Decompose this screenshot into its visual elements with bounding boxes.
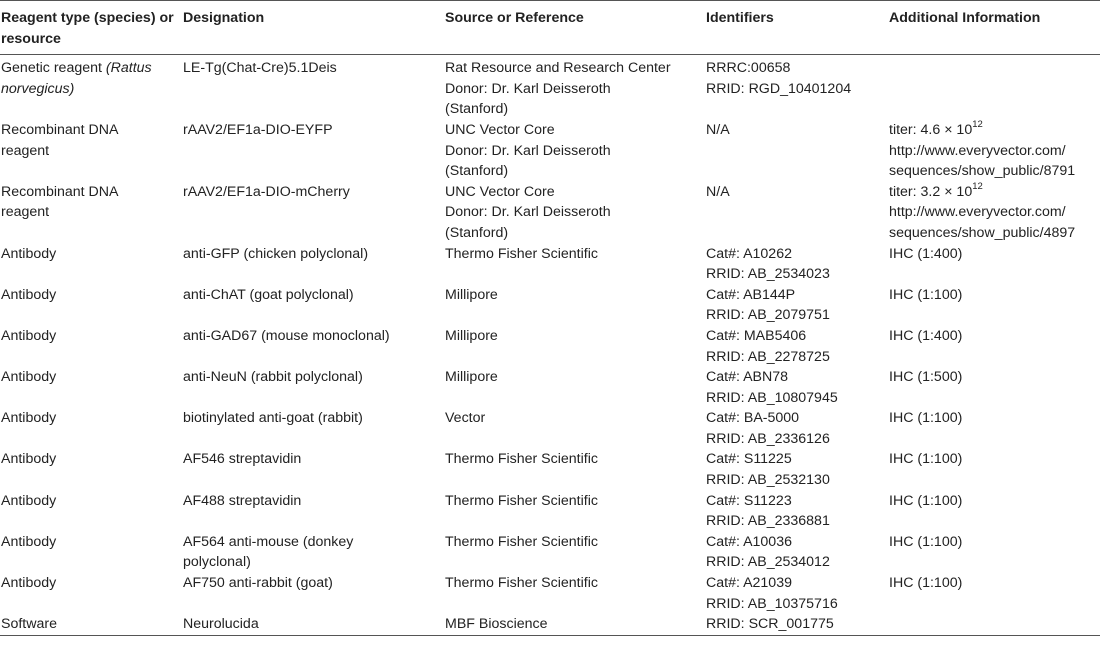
cell-text: Donor: Dr. Karl Deisseroth [445, 204, 611, 221]
cell-reagent-type [0, 491, 183, 532]
table-header [0, 1, 1100, 55]
species-italic: (Rattus [105, 60, 152, 77]
cell-designation [183, 532, 445, 573]
cell-text: Thermo Fisher Scientific [445, 492, 598, 509]
cell-text: Cat#: BA-5000 [706, 410, 800, 427]
cell-identifiers [706, 182, 889, 244]
cell-text: RRID: AB_2079751 [706, 307, 830, 324]
cell-text: AF750 anti-rabbit (goat) [183, 575, 333, 592]
cell-additional-info [889, 614, 1100, 635]
cell-identifiers [706, 449, 889, 490]
cell-designation [183, 120, 445, 182]
cell-text: Rat Resource and Research Center [445, 60, 671, 77]
cell-additional-info [889, 449, 1100, 490]
cell-text: anti-ChAT (goat polyclonal) [183, 286, 354, 303]
cell-text: anti-GFP (chicken polyclonal) [183, 245, 369, 262]
cell-text: Antibody [1, 286, 57, 303]
cell-text: IHC (1:100) [889, 410, 963, 427]
cell-source [445, 244, 706, 285]
cell-text: Thermo Fisher Scientific [445, 533, 598, 550]
cell-text: IHC (1:100) [889, 533, 963, 550]
cell-reagent-type [0, 449, 183, 490]
cell-text: RRID: AB_2336126 [706, 430, 830, 447]
cell-additional-info [889, 491, 1100, 532]
cell-text: AF564 anti-mouse (donkey [183, 533, 354, 550]
table-row [0, 367, 1100, 408]
url-text: sequences/show_public/4897 [889, 224, 1076, 241]
cell-text: reagent [1, 142, 50, 159]
titer-exponent: 12 [972, 181, 983, 193]
cell-text: RRID: AB_2278725 [706, 348, 830, 365]
cell-text: RRID: AB_2534012 [706, 554, 830, 571]
cell-text: MBF Bioscience [445, 616, 548, 633]
cell-text: RRID: RGD_10401204 [706, 80, 852, 97]
cell-text: Millipore [445, 327, 498, 344]
cell-identifiers [706, 532, 889, 573]
cell-designation [183, 408, 445, 449]
cell-text: Cat#: ABN78 [706, 369, 789, 386]
table-row [0, 244, 1100, 285]
cell-text: RRID: AB_10375716 [706, 595, 838, 612]
cell-identifiers [706, 285, 889, 326]
header-reagent-type: Reagent type (species) or resource [1, 10, 174, 47]
cell-text: Recombinant DNA [1, 121, 119, 138]
cell-text: RRID: AB_2336881 [706, 513, 830, 530]
cell-designation [183, 614, 445, 635]
table-row [0, 285, 1100, 326]
cell-text: Donor: Dr. Karl Deisseroth [445, 142, 611, 159]
cell-identifiers [706, 244, 889, 285]
header-source: Source or Reference [445, 10, 584, 26]
cell-text: titer: 3.2 × 10 [889, 183, 973, 200]
cell-text: Neurolucida [183, 616, 259, 633]
cell-text: anti-GAD67 (mouse monoclonal) [183, 327, 390, 344]
cell-designation [183, 573, 445, 614]
cell-text: Antibody [1, 369, 57, 386]
header-row [0, 1, 1100, 55]
table-row [0, 573, 1100, 614]
cell-designation [183, 491, 445, 532]
cell-text: Thermo Fisher Scientific [445, 575, 598, 592]
cell-additional-info [889, 573, 1100, 614]
cell-text: RRRC:00658 [706, 60, 791, 77]
table-row [0, 120, 1100, 182]
cell-text: Thermo Fisher Scientific [445, 451, 598, 468]
cell-designation [183, 285, 445, 326]
table-row [0, 614, 1100, 635]
table-row [0, 408, 1100, 449]
cell-identifiers [706, 55, 889, 120]
header-identifiers: Identifiers [706, 10, 774, 26]
cell-text: anti-NeuN (rabbit polyclonal) [183, 369, 363, 386]
cell-designation [183, 367, 445, 408]
cell-text: Antibody [1, 575, 57, 592]
titer-line [889, 182, 1100, 203]
cell-text: Antibody [1, 492, 57, 509]
cell-source [445, 367, 706, 408]
cell-text: IHC (1:100) [889, 451, 963, 468]
cell-reagent-type [0, 326, 183, 367]
cell-source [445, 326, 706, 367]
table-row [0, 182, 1100, 244]
cell-text: Antibody [1, 327, 57, 344]
cell-text: Antibody [1, 245, 57, 262]
cell-identifiers [706, 120, 889, 182]
cell-reagent-type [0, 614, 183, 635]
cell-text: IHC (1:400) [889, 245, 963, 262]
cell-source [445, 182, 706, 244]
cell-text: Antibody [1, 533, 57, 550]
cell-text: AF546 streptavidin [183, 451, 302, 468]
cell-additional-info [889, 244, 1100, 285]
cell-text: (Stanford) [445, 224, 509, 241]
cell-text: biotinylated anti-goat (rabbit) [183, 410, 363, 427]
cell-reagent-type [0, 182, 183, 244]
table-row [0, 55, 1100, 120]
cell-text: Recombinant DNA [1, 183, 119, 200]
table-row [0, 491, 1100, 532]
cell-text: Antibody [1, 410, 57, 427]
cell-reagent-type [0, 573, 183, 614]
cell-source [445, 449, 706, 490]
header-additional-info: Additional Information [889, 10, 1041, 26]
table-row [0, 449, 1100, 490]
cell-text: Genetic reagent [1, 60, 106, 77]
table-body [0, 55, 1100, 636]
cell-source [445, 491, 706, 532]
cell-additional-info [889, 182, 1100, 244]
cell-source [445, 55, 706, 120]
cell-text: rAAV2/EF1a-DIO-EYFP [183, 121, 333, 138]
cell-text: Thermo Fisher Scientific [445, 245, 598, 262]
cell-text: RRID: SCR_001775 [706, 616, 834, 633]
cell-source [445, 120, 706, 182]
cell-text: N/A [706, 183, 730, 200]
cell-text: N/A [706, 121, 730, 138]
titer-line [889, 120, 1100, 141]
cell-source [445, 532, 706, 573]
cell-designation [183, 182, 445, 244]
cell-reagent-type [0, 285, 183, 326]
cell-designation [183, 55, 445, 120]
cell-additional-info [889, 55, 1100, 120]
cell-reagent-type [0, 408, 183, 449]
cell-text: Cat#: A21039 [706, 575, 792, 592]
cell-text: Software [1, 616, 57, 633]
cell-identifiers [706, 614, 889, 635]
cell-text: IHC (1:400) [889, 327, 963, 344]
cell-text: AF488 streptavidin [183, 492, 302, 509]
cell-text: Millipore [445, 369, 498, 386]
cell-text: Vector [445, 410, 486, 427]
cell-text: UNC Vector Core [445, 183, 555, 200]
cell-text: (Stanford) [445, 163, 509, 180]
cell-identifiers [706, 326, 889, 367]
cell-source [445, 285, 706, 326]
cell-identifiers [706, 573, 889, 614]
cell-source [445, 614, 706, 635]
header-designation: Designation [183, 10, 265, 26]
table-row [0, 326, 1100, 367]
cell-text: IHC (1:100) [889, 286, 963, 303]
cell-text: Millipore [445, 286, 498, 303]
cell-text: rAAV2/EF1a-DIO-mCherry [183, 183, 350, 200]
cell-identifiers [706, 491, 889, 532]
cell-text: RRID: AB_2534023 [706, 266, 830, 283]
cell-text: reagent [1, 204, 50, 221]
cell-source [445, 573, 706, 614]
cell-text: Cat#: A10262 [706, 245, 792, 262]
cell-text: polyclonal) [183, 554, 251, 571]
cell-text: titer: 4.6 × 10 [889, 121, 973, 138]
cell-text: UNC Vector Core [445, 121, 555, 138]
cell-text: Cat#: S11223 [706, 492, 792, 509]
cell-text: Antibody [1, 451, 57, 468]
cell-additional-info [889, 532, 1100, 573]
cell-text: RRID: AB_10807945 [706, 389, 838, 406]
cell-designation [183, 326, 445, 367]
url-text: sequences/show_public/8791 [889, 163, 1076, 180]
cell-text: Cat#: A10036 [706, 533, 792, 550]
cell-reagent-type [0, 532, 183, 573]
cell-text: RRID: AB_2532130 [706, 472, 830, 489]
cell-reagent-type [0, 55, 183, 120]
table-row [0, 532, 1100, 573]
cell-text: IHC (1:500) [889, 369, 963, 386]
cell-reagent-type [0, 120, 183, 182]
url-text: http://www.everyvector.com/ [889, 204, 1066, 221]
cell-additional-info [889, 367, 1100, 408]
cell-additional-info [889, 326, 1100, 367]
cell-designation [183, 244, 445, 285]
cell-text: LE-Tg(Chat-Cre)5.1Deis [183, 60, 337, 77]
titer-exponent: 12 [972, 119, 983, 131]
cell-source [445, 408, 706, 449]
cell-text: IHC (1:100) [889, 575, 963, 592]
cell-reagent-type [0, 244, 183, 285]
cell-text: IHC (1:100) [889, 492, 963, 509]
cell-designation [183, 449, 445, 490]
cell-line [1, 58, 183, 79]
cell-additional-info [889, 408, 1100, 449]
cell-identifiers [706, 408, 889, 449]
cell-text: Cat#: S11225 [706, 451, 792, 468]
cell-text: Donor: Dr. Karl Deisseroth [445, 80, 611, 97]
cell-additional-info [889, 120, 1100, 182]
species-italic: norvegicus) [1, 80, 75, 97]
cell-reagent-type [0, 367, 183, 408]
cell-additional-info [889, 285, 1100, 326]
cell-text: Cat#: AB144P [706, 286, 796, 303]
cell-text: Cat#: MAB5406 [706, 327, 807, 344]
cell-text: (Stanford) [445, 101, 509, 118]
url-text: http://www.everyvector.com/ [889, 142, 1066, 159]
cell-identifiers [706, 367, 889, 408]
